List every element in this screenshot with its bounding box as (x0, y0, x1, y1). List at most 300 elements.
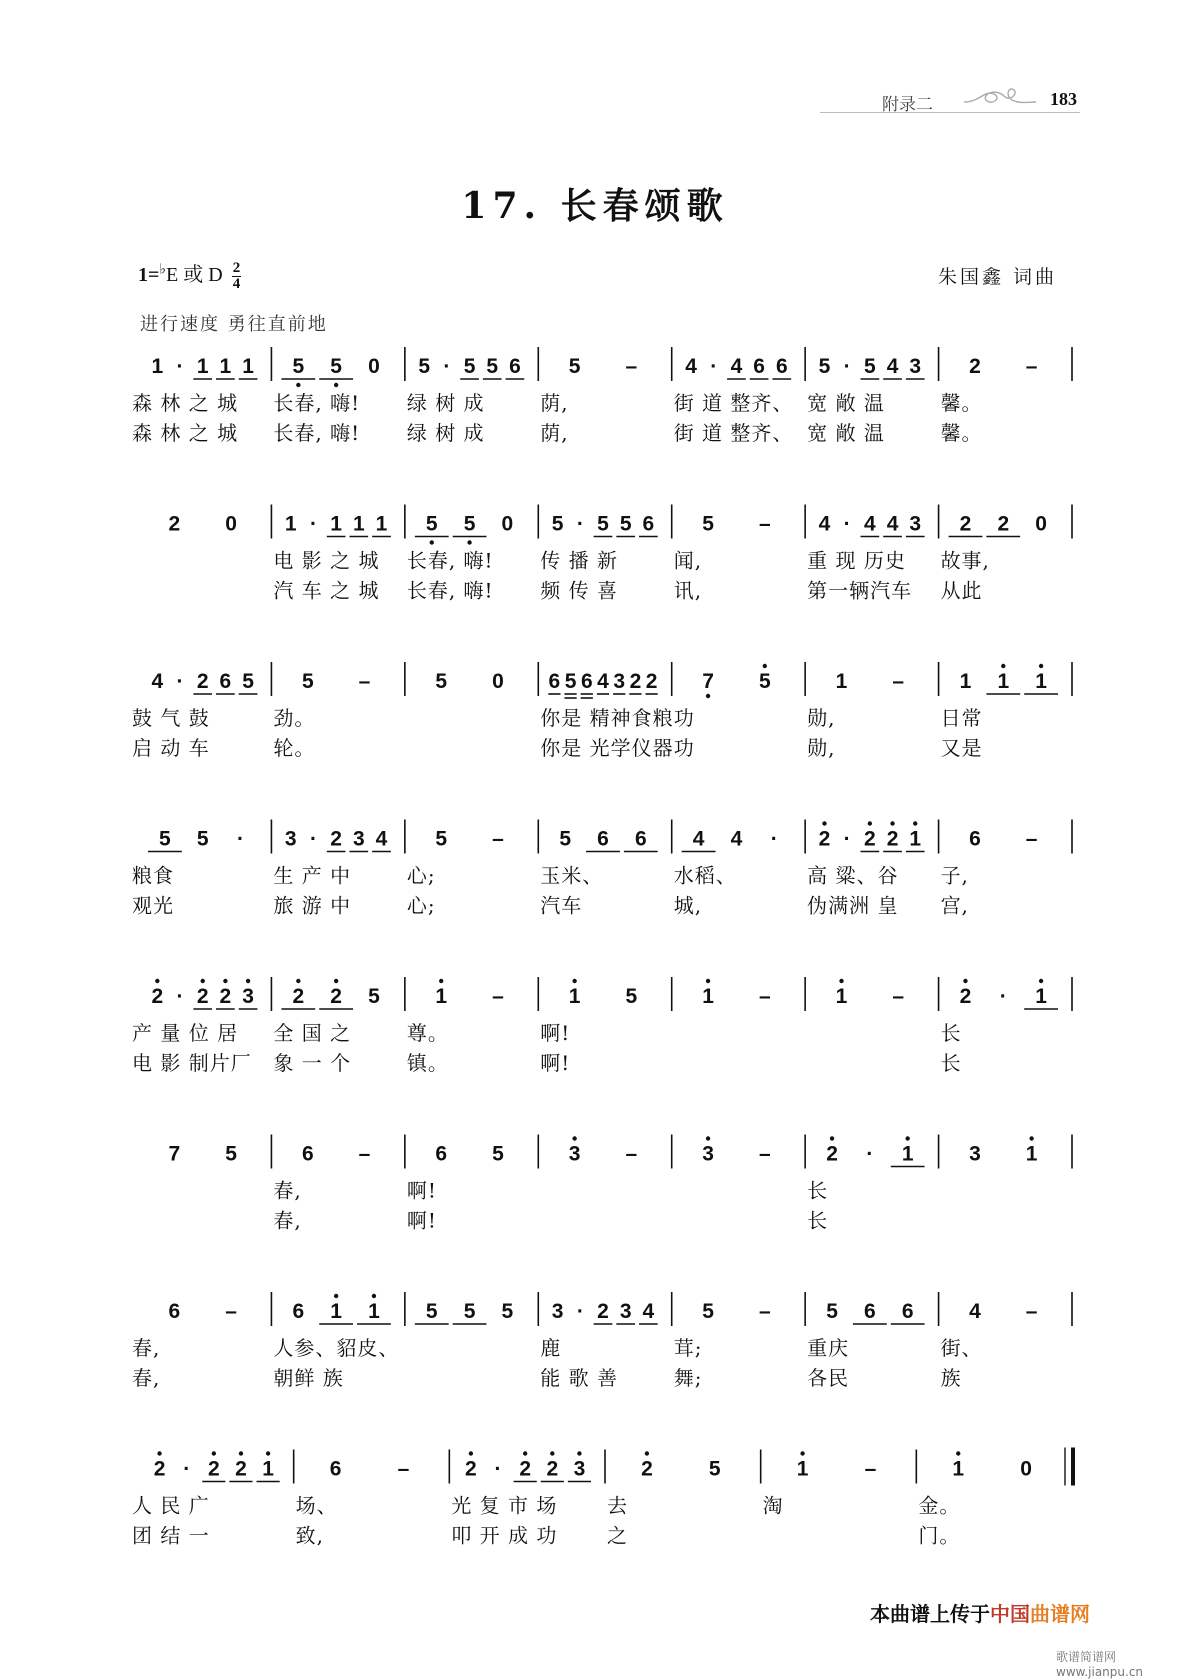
lyric: 光 复 市 场 (451, 1493, 558, 1518)
note: 2 (629, 670, 642, 693)
note: 5 (708, 1457, 721, 1481)
lyric: 勋, (807, 706, 836, 730)
note: 2 (519, 1457, 532, 1481)
note: 5 (292, 355, 305, 378)
note: 2 (645, 670, 658, 693)
note: 1 (901, 1142, 914, 1166)
note: · (494, 1457, 502, 1481)
note: 2 (219, 985, 232, 1008)
lyric: 宫, (940, 893, 969, 918)
note: 2 (196, 670, 209, 693)
lyric: 功 (673, 706, 695, 730)
note: 6 (301, 1142, 314, 1166)
lyric: 春, (132, 1366, 161, 1390)
note: 2 (151, 985, 164, 1008)
lyric: 淘 (762, 1493, 784, 1518)
octave-dot-above (800, 1451, 804, 1455)
octave-dot-above (334, 1294, 338, 1298)
lyric: 象 一 个 (273, 1051, 352, 1075)
note: 2 (292, 985, 305, 1008)
note: 2 (959, 512, 972, 536)
octave-dot-above (439, 979, 443, 983)
note: 6 (329, 1457, 342, 1481)
lyric: 水稻、 (673, 863, 737, 888)
note: – (758, 1300, 771, 1323)
time-top: 2 (232, 259, 241, 276)
note: 5 (159, 827, 171, 851)
note: 0 (1035, 512, 1047, 536)
octave-dot-above (822, 821, 826, 825)
note: 7 (702, 670, 714, 693)
note: 2 (886, 827, 899, 851)
note: 5 (418, 355, 431, 378)
note: 2 (330, 985, 342, 1008)
note: 1 (1025, 1142, 1038, 1166)
octave-dot-above (1001, 664, 1005, 668)
note: 1 (997, 670, 1010, 693)
lyric: 功 (673, 736, 695, 760)
note: 2 (597, 1300, 609, 1323)
lyric: 各民 (807, 1366, 850, 1390)
note: · (770, 827, 778, 851)
octave-dot-above (550, 1451, 554, 1455)
flat-sign: ♭ (159, 262, 167, 278)
note: 0 (492, 670, 504, 693)
note: 1 (568, 985, 581, 1008)
note: 2 (168, 512, 181, 536)
note: 0 (1020, 1457, 1032, 1481)
note: – (625, 355, 638, 378)
lyric: 长 (940, 1021, 962, 1045)
octave-dot-above (246, 979, 250, 983)
octave-dot-above (839, 979, 843, 983)
note: 5 (368, 985, 380, 1008)
lyric: 频 传 喜 (540, 578, 619, 603)
lyric: 电 影 之 城 (273, 548, 380, 573)
note: 3 (969, 1142, 981, 1166)
octave-dot-above (956, 1451, 960, 1455)
lyric: 讯, (673, 578, 703, 603)
lyric: 伪满洲 皇 (807, 893, 899, 918)
note: · (176, 355, 184, 378)
note: 6 (292, 1300, 305, 1323)
note: 2 (153, 1457, 166, 1481)
octave-dot-above (706, 1136, 710, 1140)
lyric: 绿 树 成 (406, 391, 485, 415)
octave-dot-above (523, 1451, 527, 1455)
note: – (397, 1457, 410, 1481)
note: 4 (692, 827, 705, 851)
note: 1 (909, 827, 922, 851)
lyric: 门。 (918, 1523, 961, 1548)
note: 4 (685, 355, 697, 378)
note: 5 (702, 512, 714, 536)
lyric: 故事, (940, 548, 990, 573)
note: · (176, 670, 184, 693)
octave-dot-above (296, 979, 300, 983)
lyric: 子, (940, 863, 969, 888)
key-label: 1= (138, 264, 160, 286)
octave-dot-above (212, 1451, 216, 1455)
lyric: 叩 开 成 功 (451, 1523, 558, 1548)
note: 5 (463, 512, 476, 536)
note: – (1025, 827, 1038, 851)
lyric: 长春, 嗨! (406, 578, 494, 603)
note: 5 (619, 512, 632, 536)
lyric: 全 国 之 (273, 1021, 352, 1045)
lyric: 致, (295, 1523, 325, 1548)
note: 1 (702, 985, 714, 1008)
note: – (1025, 355, 1038, 378)
lyric: 宽 敞 温 (807, 391, 885, 415)
note: – (892, 670, 905, 693)
note: 2 (465, 1457, 477, 1481)
note: · (843, 355, 851, 378)
note: 3 (242, 985, 254, 1008)
lyric: 闻, (673, 548, 703, 573)
note: 6 (548, 670, 561, 693)
octave-dot-above (830, 1136, 834, 1140)
octave-dot-above (157, 1451, 161, 1455)
note: 6 (753, 355, 765, 378)
note: 7 (168, 1142, 181, 1166)
note: 4 (886, 355, 899, 378)
note: · (309, 512, 317, 536)
octave-dot-below (296, 383, 300, 387)
lyric: 去 (607, 1493, 628, 1518)
note: 0 (225, 512, 237, 536)
octave-dot-above (201, 979, 205, 983)
note: 5 (625, 985, 638, 1008)
octave-dot-above (890, 821, 894, 825)
note: 2 (864, 827, 876, 851)
lyric: 传 播 新 (540, 548, 619, 573)
note: 1 (835, 985, 848, 1008)
note: – (1025, 1300, 1038, 1323)
note: 5 (564, 670, 577, 693)
note: · (866, 1142, 874, 1166)
note: 4 (969, 1300, 981, 1323)
note: 1 (1035, 985, 1047, 1008)
note: 1 (196, 355, 209, 378)
lyric: 鹿 (540, 1336, 562, 1360)
lyric: 从此 (940, 578, 983, 603)
lyric: 尊。 (406, 1021, 449, 1045)
note: 6 (597, 827, 609, 851)
lyric: 重庆 (807, 1336, 850, 1360)
octave-dot-below (430, 540, 434, 544)
lyric: 人 民 广 (132, 1493, 210, 1518)
lyric: 宽 敞 温 (807, 421, 885, 445)
final-barline (1071, 1448, 1075, 1486)
lyric: 汽 车 之 城 (273, 578, 380, 603)
note: 5 (559, 827, 572, 851)
lyric: 轮。 (273, 736, 316, 760)
lyric: 长春, 嗨! (273, 391, 361, 415)
key-text: E 或 D (166, 264, 223, 286)
note: 1 (435, 985, 448, 1008)
lyric: 劲。 (273, 706, 316, 730)
lyric: 啊! (540, 1051, 571, 1075)
note: – (492, 985, 504, 1008)
note: 5 (826, 1300, 838, 1323)
note: 1 (284, 512, 297, 536)
note: – (358, 670, 371, 693)
lyric: 高 粱、谷 (807, 863, 899, 888)
lyric: 长春, 嗨! (406, 548, 494, 573)
lyric: 旅 游 中 (273, 893, 352, 918)
lyric: 能 歌 善 (540, 1366, 619, 1390)
lyric: 产 量 位 居 (132, 1021, 239, 1045)
lyric: 馨。 (940, 421, 983, 445)
lyric: 茸; (673, 1336, 703, 1360)
note: – (758, 985, 771, 1008)
note: 6 (864, 1300, 876, 1323)
octave-dot-above (913, 821, 917, 825)
note: 2 (196, 985, 209, 1008)
note: 5 (425, 512, 438, 536)
octave-dot-above (469, 1451, 473, 1455)
note: · (176, 985, 184, 1008)
note: 5 (597, 512, 609, 536)
note: 5 (492, 1142, 504, 1166)
note: 6 (509, 355, 521, 378)
lyric: 观光 (132, 893, 174, 918)
note: 1 (262, 1457, 274, 1481)
octave-dot-below (334, 383, 338, 387)
note: 5 (425, 1300, 438, 1323)
lyric: 第一辆汽车 (807, 578, 913, 603)
note: 6 (642, 512, 655, 536)
note: 1 (375, 512, 388, 536)
note: · (237, 827, 245, 851)
note: 3 (909, 512, 922, 536)
lyric: 长 (807, 1208, 829, 1233)
footer-text: 本曲谱上传于 (870, 1602, 990, 1626)
note: 5 (818, 355, 831, 378)
lyric: 重 现 历史 (807, 548, 906, 573)
page-number: 183 (1050, 89, 1077, 109)
watermark: 歌谱简谱网 www.jianpu.cn (1056, 1650, 1144, 1679)
note: 4 (730, 827, 743, 851)
note: 3 (568, 1142, 581, 1166)
note: 5 (486, 355, 499, 378)
lyric: 镇。 (406, 1051, 449, 1075)
note: 4 (864, 512, 876, 536)
note: 1 (835, 670, 848, 693)
octave-dot-above (266, 1451, 270, 1455)
octave-dot-below (706, 694, 710, 698)
note: 4 (597, 670, 609, 693)
lyric: 荫, (540, 421, 569, 445)
lyric: 长 (807, 1178, 829, 1203)
note: – (358, 1142, 371, 1166)
note: 2 (826, 1142, 838, 1166)
octave-dot-above (963, 979, 967, 983)
octave-dot-above (1039, 979, 1043, 983)
lyric: 啊! (406, 1178, 437, 1203)
lyric: 团 结 一 (132, 1523, 210, 1548)
note: · (843, 827, 851, 851)
note: 1 (352, 512, 365, 536)
lyric: 街 道 整齐、 (673, 421, 794, 445)
note: 0 (368, 355, 380, 378)
lyric: 之 (607, 1523, 628, 1548)
note: – (492, 827, 504, 851)
composer-credit: 朱国鑫 词曲 (938, 266, 1058, 288)
lyric: 森 林 之 城 (132, 421, 239, 445)
note: 3 (909, 355, 922, 378)
lyric: 春, (273, 1178, 302, 1203)
note: 3 (284, 827, 297, 851)
lyric: 绿 树 成 (406, 421, 485, 445)
octave-dot-above (763, 664, 767, 668)
note: 6 (580, 670, 593, 693)
note: 1 (330, 512, 342, 536)
note: · (843, 512, 851, 536)
note: 2 (818, 827, 831, 851)
note: 6 (219, 670, 232, 693)
note: 4 (730, 355, 743, 378)
note: 5 (501, 1300, 514, 1323)
note: 5 (702, 1300, 714, 1323)
octave-dot-above (645, 1451, 649, 1455)
note: 1 (1035, 670, 1047, 693)
note: 3 (352, 827, 365, 851)
note: 1 (952, 1457, 965, 1481)
note: 2 (207, 1457, 220, 1481)
note: 5 (435, 827, 448, 851)
footer-notice (870, 1598, 1090, 1627)
note: 2 (235, 1457, 247, 1481)
note: 6 (901, 1300, 914, 1323)
lyric: 人参、貂皮、 (273, 1336, 400, 1360)
note: 5 (301, 670, 314, 693)
note: 1 (330, 1300, 342, 1323)
note: 3 (619, 1300, 632, 1323)
note: 1 (796, 1457, 809, 1481)
note: 5 (435, 670, 448, 693)
note: · (576, 1300, 584, 1323)
note: – (625, 1142, 638, 1166)
time-bottom: 4 (232, 275, 241, 292)
note: 3 (573, 1457, 586, 1481)
lyric: 汽车 (540, 893, 583, 918)
note: 6 (969, 827, 981, 851)
lyric: 城, (673, 893, 703, 918)
note: 5 (242, 670, 254, 693)
header-section: 附录二 (882, 95, 933, 115)
note: 6 (634, 827, 647, 851)
octave-dot-above (334, 979, 338, 983)
note: – (892, 985, 905, 1008)
note: 5 (330, 355, 342, 378)
note: 2 (969, 355, 981, 378)
note: 1 (219, 355, 232, 378)
lyric: 电 影 制片厂 (132, 1051, 252, 1075)
lyric: 勋, (807, 736, 836, 760)
note: 1 (368, 1300, 380, 1323)
lyric: 你是 精神食粮 (540, 706, 674, 730)
lyric: 鼓 气 鼓 (132, 706, 210, 730)
lyric: 荫, (540, 391, 569, 415)
note: 6 (435, 1142, 448, 1166)
lyric: 街、 (940, 1336, 983, 1360)
note: 4 (375, 827, 388, 851)
lyric: 心; (406, 863, 436, 888)
note: 5 (463, 355, 476, 378)
note: 2 (546, 1457, 559, 1481)
lyric: 街 道 整齐、 (673, 391, 794, 415)
note: 2 (330, 827, 342, 851)
lyric: 春, (132, 1336, 161, 1360)
lyric: 场、 (295, 1493, 338, 1518)
lyric: 玉米、 (540, 863, 604, 888)
note: – (225, 1300, 237, 1323)
note: 0 (501, 512, 514, 536)
note: – (864, 1457, 877, 1481)
octave-dot-below (467, 540, 471, 544)
footer-brand: 中国 (990, 1602, 1030, 1626)
lyric: 馨。 (940, 391, 983, 415)
note: 5 (196, 827, 209, 851)
lyric: 生 产 中 (273, 863, 352, 888)
note: 5 (551, 512, 564, 536)
lyric: 森 林 之 城 (132, 391, 239, 415)
note: 1 (151, 355, 164, 378)
lyric: 启 动 车 (132, 736, 210, 760)
octave-dot-above (868, 821, 872, 825)
lyric: 朝鲜 族 (273, 1366, 344, 1390)
note: 4 (886, 512, 899, 536)
note: – (758, 512, 771, 536)
octave-dot-above (223, 979, 227, 983)
note: 4 (151, 670, 164, 693)
lyric: 粮食 (132, 863, 174, 888)
note: 3 (613, 670, 626, 693)
lyric: 长春, 嗨! (273, 421, 361, 445)
lyric: 又是 (940, 736, 983, 760)
octave-dot-above (706, 979, 710, 983)
octave-dot-above (372, 1294, 376, 1298)
note: 5 (864, 355, 876, 378)
note: · (710, 355, 718, 378)
note: 2 (641, 1457, 653, 1481)
lyric: 你是 光学仪器 (540, 736, 674, 760)
note: – (758, 1142, 771, 1166)
octave-dot-above (1029, 1136, 1033, 1140)
note: 5 (568, 355, 581, 378)
lyric: 啊! (540, 1021, 571, 1045)
note: · (183, 1457, 191, 1481)
song-title: 17. 长春颂歌 (461, 185, 729, 227)
note: · (443, 355, 451, 378)
note: 4 (642, 1300, 655, 1323)
lyric: 长 (940, 1051, 962, 1075)
note: 5 (758, 670, 771, 693)
lyric: 日常 (940, 706, 983, 730)
lyric: 舞; (673, 1366, 703, 1390)
octave-dot-above (577, 1451, 581, 1455)
octave-dot-above (1039, 664, 1043, 668)
octave-dot-above (239, 1451, 243, 1455)
note: · (999, 985, 1007, 1008)
lyric: 金。 (918, 1493, 961, 1518)
lyric: 啊! (406, 1208, 437, 1233)
note: 1 (242, 355, 254, 378)
octave-dot-above (155, 979, 159, 983)
note: 4 (818, 512, 831, 536)
